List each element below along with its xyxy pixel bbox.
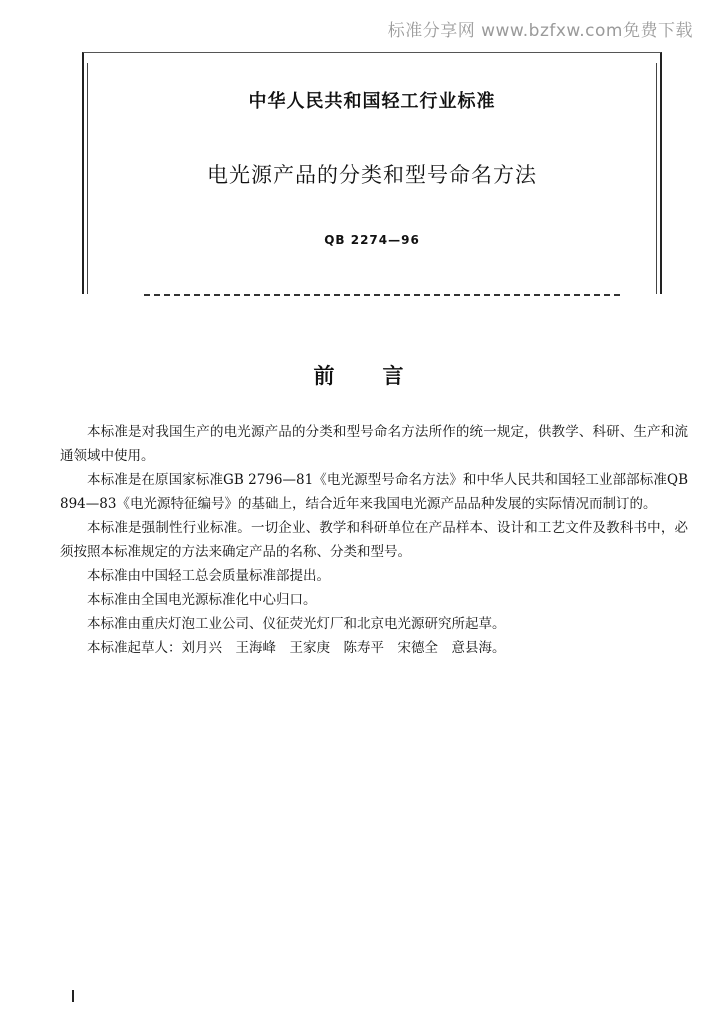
standard-code: QB 2274—96 [324,233,420,247]
foreword-body [60,420,688,660]
organization-title: 中华人民共和国轻工行业标准 [248,91,496,112]
standard-header-box [82,52,662,294]
page-mark [72,990,74,1002]
header-bottom-rule [144,294,620,296]
standard-title: 电光源产品的分类和型号命名方法 [207,163,537,187]
foreword-paragraph: 本标准由中国轻工总会质量标准部提出。 [87,568,330,584]
watermark-text: 标准分享网 www.bzfxw.com免费下载 [387,21,693,41]
foreword-paragraph: 本标准由全国电光源标准化中心归口。 [87,592,317,608]
foreword-paragraph: 本标准是对我国生产的电光源产品的分类和型号命名方法所作的统一规定，供教学、科研、生产和流通领域中使用。 [60,424,688,464]
foreword-paragraph: 本标准起草人：刘月兴 王海峰 王家庚 陈寿平 宋德全 意县海。 [87,640,506,656]
foreword-title: 前言 [313,364,452,388]
foreword-paragraph: 本标准由重庆灯泡工业公司、仪征荧光灯厂和北京电光源研究所起草。 [87,616,506,632]
foreword-paragraph: 本标准是强制性行业标准。一切企业、教学和科研单位在产品样本、设计和工艺文件及教科书中，必须按照本标准规定的方法来确定产品的名称、分类和型号。 [60,520,688,560]
foreword-paragraph: 本标准是在原国家标准GB 2796—81《电光源型号命名方法》和中华人民共和国轻工业部部标准QB 894—83《电光源特征编号》的基础上，结合近年来我国电光源产品品种发展的实际情况而制订的。 [60,472,688,512]
